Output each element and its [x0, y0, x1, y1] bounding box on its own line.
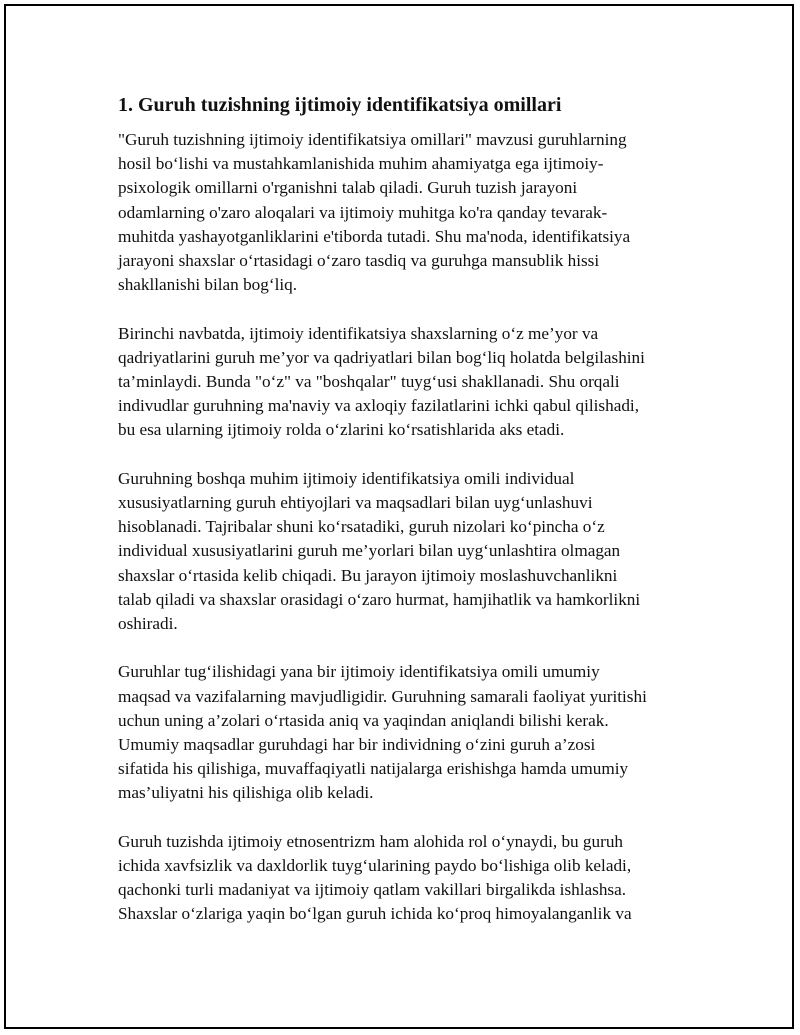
text-line: "Guruh tuzishning ijtimoiy identifikatsiya omillari" mavzusi guruhlarning [118, 130, 627, 149]
text-line: xususiyatlarning guruh ehtiyojlari va maqsadlari bilan uyg‘unlashuvi [118, 493, 593, 513]
paragraph-3 [118, 467, 678, 636]
section-heading: 1. Guruh tuzishning ijtimoiy identifikatsiya omillari [118, 94, 562, 116]
text-line: qachonki turli madaniyat va ijtimoiy qatlam vakillari birgalikda ishlashsa. [118, 880, 627, 900]
text-line: individual xususiyatlarini guruh me’yorlari bilan uyg‘unlashtira olmagan [118, 541, 621, 561]
text-line: talab qiladi va shaxslar orasidagi o‘zaro hurmat, hamjihatlik va hamkorlikni [118, 589, 641, 609]
text-line: ta’minlaydi. Bunda "o‘z" va "boshqalar" tuyg‘usi shakllanadi. Shu orqali [118, 372, 620, 392]
text-line: odamlarning o'zaro aloqalari va ijtimoiy muhitga ko'ra qanday tevarak- [118, 202, 608, 222]
text-line: shakllanishi bilan bog‘liq. [118, 275, 298, 295]
text-line: bu esa ularning ijtimoiy rolda o‘zlarini ko‘rsatishlarida aks etadi. [118, 420, 565, 440]
text-line: maqsad va vazifalarning mavjudligidir. Guruhning samarali faoliyat yuritishi [118, 686, 647, 706]
text-line: Guruhlar tug‘ilishidagi yana bir ijtimoiy identifikatsiya omili umumiy [118, 662, 600, 682]
paragraph-4 [118, 660, 678, 805]
paragraph-5 [118, 830, 678, 927]
text-line: muhitda yashayotganliklarini e'tiborda tutadi. Shu ma'noda, identifikatsiya [118, 226, 631, 246]
text-line: mas’uliyatni his qilishiga olib keladi. [118, 783, 374, 803]
text-line: Umumiy maqsadlar guruhdagi har bir individning o‘zini guruh a’zosi [118, 735, 596, 755]
paragraph-1 [118, 128, 678, 297]
text-line: oshiradi. [118, 614, 178, 634]
text-line: indivudlar guruhning ma'naviy va axloqiy fazilatlarini ichki qabul qilishadi, [118, 396, 639, 416]
text-line: psixologik omillarni o'rganishni talab qiladi. Guruh tuzish jarayoni [118, 178, 578, 198]
text-line: Guruh tuzishda ijtimoiy etnosentrizm ham alohida rol o‘ynaydi, bu guruh [118, 831, 624, 851]
text-line: jarayoni shaxslar o‘rtasidagi o‘zaro tasdiq va guruhga mansublik hissi [118, 251, 600, 271]
text-line: Birinchi navbatda, ijtimoiy identifikatsiya shaxslarning o‘z me’yor va [118, 323, 599, 343]
text-line: shaxslar o‘rtasida kelib chiqadi. Bu jarayon ijtimoiy moslashuvchanlikni [118, 565, 618, 585]
text-line: sifatida his qilishiga, muvaffaqiyatli natijalarga erishishga hamda umumiy [118, 759, 629, 779]
paragraph-2 [118, 322, 678, 443]
document-body [118, 92, 678, 951]
text-line: hosil bo‘lishi va mustahkamlanishida muhim ahamiyatga ega ijtimoiy- [118, 154, 604, 174]
text-line: qadriyatlarini guruh me’yor va qadriyatlari bilan bog‘liq holatda belgilashini [118, 347, 645, 367]
text-line: Guruhning boshqa muhim ijtimoiy identifikatsiya omili individual [118, 468, 575, 488]
text-line: Shaxslar o‘zlariga yaqin bo‘lgan guruh ichida ko‘proq himoyalanganlik va [118, 904, 632, 924]
text-line: hisoblanadi. Tajribalar shuni ko‘rsatadiki, guruh nizolari ko‘pincha o‘z [118, 517, 605, 537]
text-line: ichida xavfsizlik va daxldorlik tuyg‘ularining paydo bo‘lishiga olib keladi, [118, 856, 632, 876]
text-line: uchun uning a’zolari o‘rtasida aniq va yaqindan aniqlandi bilishi kerak. [118, 710, 609, 730]
